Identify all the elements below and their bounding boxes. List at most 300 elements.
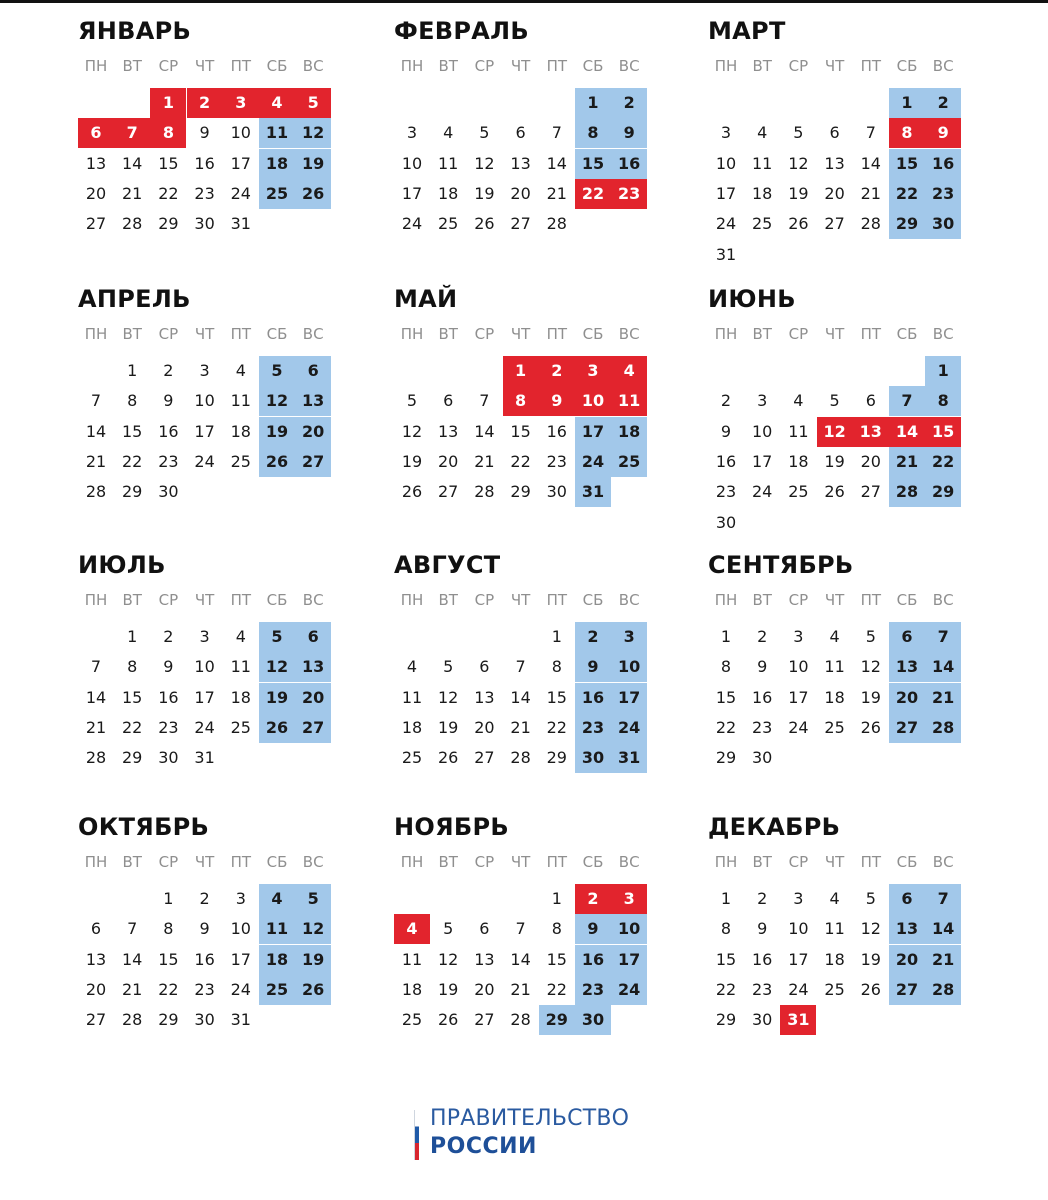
weekday-header: ЧТ [824, 57, 845, 75]
day-cell: 2 [163, 361, 174, 380]
day-cell: 29 [158, 1010, 179, 1030]
day-cell: 29 [546, 748, 567, 768]
weekday-header: СР [474, 591, 495, 609]
day-cell: 16 [752, 949, 773, 969]
day-cell: 23 [194, 979, 215, 999]
holiday-day-cell: 7 [114, 118, 150, 148]
weekday-header: ПТ [546, 591, 568, 609]
weekday-header: СБ [896, 853, 918, 871]
weekday-header: ВС [932, 591, 954, 609]
holiday-day-cell: 6 [78, 118, 114, 148]
day-cell: 13 [474, 949, 495, 969]
day-cell: 14 [860, 153, 881, 173]
weekend-day-cell: 18 [259, 149, 295, 179]
weekend-day-cell: 22 [889, 179, 925, 209]
holiday-day-cell: 4 [259, 88, 295, 118]
month-title: АПРЕЛЬ [78, 285, 191, 313]
day-cell: 24 [752, 482, 773, 502]
day-cell: 30 [752, 748, 773, 768]
weekday-header: ЧТ [194, 57, 215, 75]
day-cell: 1 [720, 889, 732, 908]
month-title: ФЕВРАЛЬ [394, 17, 529, 45]
day-cell: 21 [122, 183, 143, 203]
day-cell: 16 [546, 421, 567, 441]
month-title: МАЙ [394, 285, 458, 313]
day-cell: 23 [752, 717, 773, 737]
holiday-day-cell: 9 [925, 118, 961, 148]
logo-line-2: РОССИИ [430, 1134, 537, 1159]
weekend-day-cell: 15 [575, 149, 611, 179]
day-cell: 18 [230, 687, 251, 707]
logo-line-1: ПРАВИТЕЛЬСТВО [430, 1106, 630, 1131]
weekend-day-cell: 29 [889, 209, 925, 239]
day-cell: 21 [474, 451, 495, 471]
day-cell: 12 [788, 153, 809, 173]
weekday-header: ПН [400, 57, 424, 75]
weekend-day-cell: 15 [889, 149, 925, 179]
day-cell: 28 [122, 214, 143, 234]
day-cell: 4 [235, 361, 246, 380]
weekend-day-cell: 27 [889, 713, 925, 743]
day-cell: 20 [510, 183, 531, 203]
day-cell: 24 [230, 183, 251, 203]
weekday-header: ПТ [860, 853, 882, 871]
day-cell: 15 [546, 949, 567, 969]
weekend-day-cell: 20 [295, 683, 331, 713]
day-cell: 15 [715, 949, 737, 969]
month-block [708, 14, 968, 274]
weekend-day-cell: 12 [295, 914, 331, 944]
day-cell: 7 [865, 123, 876, 143]
day-cell: 5 [406, 391, 418, 411]
holiday-day-cell: 14 [889, 417, 925, 447]
weekend-day-cell: 26 [295, 179, 331, 209]
weekend-day-cell: 23 [925, 179, 961, 209]
day-cell: 22 [715, 979, 737, 999]
day-cell: 19 [824, 451, 845, 471]
weekday-header: СБ [582, 325, 604, 343]
weekday-header: СР [474, 853, 495, 871]
day-cell: 14 [122, 949, 143, 969]
weekend-day-cell: 30 [575, 1005, 611, 1035]
weekend-day-cell: 5 [295, 884, 331, 914]
day-cell: 4 [829, 889, 840, 908]
weekend-day-cell: 21 [889, 447, 925, 477]
day-cell: 14 [510, 687, 531, 707]
day-cell: 4 [793, 391, 804, 411]
weekday-header: ВТ [752, 325, 772, 343]
day-cell: 3 [720, 123, 732, 143]
weekend-day-cell: 2 [925, 88, 961, 118]
day-cell: 22 [546, 979, 567, 999]
day-cell: 17 [194, 421, 215, 441]
day-cell: 12 [438, 949, 459, 969]
day-cell: 28 [546, 214, 567, 234]
weekend-day-cell: 6 [295, 356, 331, 386]
day-cell: 7 [515, 919, 526, 939]
holiday-day-cell: 5 [295, 88, 331, 118]
weekday-header: ЧТ [510, 57, 531, 75]
day-cell: 1 [551, 889, 562, 908]
day-cell: 28 [860, 214, 881, 234]
weekend-day-cell: 7 [925, 884, 961, 914]
day-cell: 30 [752, 1010, 773, 1030]
weekday-header: ВТ [122, 853, 142, 871]
day-cell: 18 [752, 183, 773, 203]
day-cell: 20 [474, 979, 495, 999]
day-cell: 2 [757, 889, 768, 908]
day-cell: 17 [230, 153, 251, 173]
day-cell: 13 [85, 153, 107, 173]
weekend-day-cell: 11 [259, 118, 295, 148]
weekend-day-cell: 13 [295, 386, 331, 416]
holiday-day-cell: 2 [575, 884, 611, 914]
weekday-header: ВТ [438, 57, 458, 75]
holiday-day-cell: 3 [611, 884, 647, 914]
holiday-day-cell: 9 [539, 386, 575, 416]
day-cell: 27 [474, 1010, 495, 1030]
day-cell: 20 [474, 717, 495, 737]
weekend-day-cell: 8 [575, 118, 611, 148]
day-cell: 27 [860, 482, 881, 502]
day-cell: 31 [194, 748, 215, 768]
day-cell: 25 [230, 717, 251, 737]
day-cell: 21 [546, 183, 567, 203]
day-cell: 28 [85, 482, 107, 502]
day-cell: 3 [757, 391, 768, 411]
day-cell: 17 [230, 949, 251, 969]
weekday-header: ЧТ [824, 591, 845, 609]
weekday-header: СБ [266, 591, 288, 609]
weekday-header: СБ [896, 591, 918, 609]
day-cell: 7 [90, 657, 102, 677]
weekday-header: СР [158, 325, 179, 343]
weekend-day-cell: 6 [889, 622, 925, 652]
day-cell: 10 [194, 657, 215, 677]
weekday-header: ПТ [860, 325, 882, 343]
month-block [394, 810, 654, 1040]
weekend-day-cell: 23 [575, 975, 611, 1005]
day-cell: 22 [546, 717, 567, 737]
weekend-day-cell: 27 [295, 447, 331, 477]
day-cell: 4 [443, 123, 454, 143]
weekend-day-cell: 8 [925, 386, 961, 416]
weekday-header: ЧТ [194, 853, 215, 871]
day-cell: 7 [515, 657, 526, 677]
weekday-header: ПН [84, 57, 108, 75]
weekend-day-cell: 3 [611, 622, 647, 652]
day-cell: 15 [158, 949, 179, 969]
weekday-header: ВС [932, 57, 954, 75]
weekday-header: ПН [84, 325, 108, 343]
day-cell: 26 [438, 1010, 459, 1030]
day-cell: 23 [194, 183, 215, 203]
weekend-day-cell: 21 [925, 945, 961, 975]
month-title: МАРТ [708, 17, 786, 45]
month-block [708, 548, 968, 778]
month-title: НОЯБРЬ [394, 813, 509, 841]
day-cell: 25 [788, 482, 809, 502]
day-cell: 27 [438, 482, 459, 502]
day-cell: 25 [752, 214, 773, 234]
weekday-header: СР [474, 325, 495, 343]
day-cell: 30 [194, 214, 215, 234]
weekend-day-cell: 10 [611, 652, 647, 682]
weekday-header: ПТ [230, 325, 252, 343]
weekday-header: ВТ [752, 853, 772, 871]
day-cell: 7 [90, 391, 102, 411]
weekend-day-cell: 5 [259, 356, 295, 386]
holiday-day-cell: 12 [817, 417, 853, 447]
weekday-header: ЧТ [510, 591, 531, 609]
weekday-header: СБ [582, 591, 604, 609]
day-cell: 12 [860, 657, 881, 677]
day-cell: 5 [865, 627, 876, 646]
weekday-header: ВТ [438, 853, 458, 871]
weekday-header: СБ [582, 57, 604, 75]
day-cell: 29 [715, 1010, 737, 1030]
day-cell: 17 [715, 183, 737, 203]
day-cell: 12 [474, 153, 495, 173]
day-cell: 25 [438, 214, 459, 234]
day-cell: 24 [715, 214, 737, 234]
weekend-day-cell: 10 [611, 914, 647, 944]
weekday-header: ПН [714, 57, 738, 75]
day-cell: 25 [401, 748, 423, 768]
day-cell: 29 [122, 482, 143, 502]
day-cell: 20 [860, 451, 881, 471]
day-cell: 18 [824, 949, 845, 969]
weekend-day-cell: 6 [295, 622, 331, 652]
weekend-day-cell: 18 [259, 945, 295, 975]
weekend-day-cell: 17 [611, 683, 647, 713]
day-cell: 8 [720, 657, 732, 677]
day-cell: 28 [474, 482, 495, 502]
day-cell: 21 [85, 451, 107, 471]
holiday-day-cell: 2 [539, 356, 575, 386]
day-cell: 5 [443, 919, 454, 939]
day-cell: 27 [85, 1010, 107, 1030]
day-cell: 9 [199, 123, 210, 143]
weekend-day-cell: 24 [611, 975, 647, 1005]
day-cell: 23 [158, 717, 179, 737]
day-cell: 13 [824, 153, 845, 173]
month-block [708, 282, 968, 542]
weekday-header: ВС [932, 853, 954, 871]
day-cell: 26 [860, 717, 881, 737]
month-block [78, 282, 338, 512]
day-cell: 11 [752, 153, 773, 173]
weekend-day-cell: 16 [575, 683, 611, 713]
day-cell: 25 [401, 1010, 423, 1030]
day-cell: 23 [546, 451, 567, 471]
weekday-header: СБ [896, 57, 918, 75]
weekday-header: ПН [84, 591, 108, 609]
weekend-day-cell: 14 [925, 914, 961, 944]
weekend-day-cell: 1 [925, 356, 961, 386]
weekend-day-cell: 16 [925, 149, 961, 179]
weekend-day-cell: 31 [611, 743, 647, 773]
day-cell: 21 [860, 183, 881, 203]
day-cell: 28 [85, 748, 107, 768]
day-cell: 27 [824, 214, 845, 234]
day-cell: 14 [85, 687, 107, 707]
day-cell: 2 [720, 391, 732, 411]
weekend-day-cell: 14 [925, 652, 961, 682]
day-cell: 17 [788, 687, 809, 707]
day-cell: 31 [230, 1010, 251, 1030]
day-cell: 18 [824, 687, 845, 707]
weekday-header: ЧТ [824, 325, 845, 343]
day-cell: 1 [720, 627, 732, 646]
weekend-day-cell: 24 [575, 447, 611, 477]
day-cell: 20 [438, 451, 459, 471]
weekend-day-cell: 2 [575, 622, 611, 652]
weekday-header: ВТ [438, 591, 458, 609]
weekend-day-cell: 27 [889, 975, 925, 1005]
day-cell: 7 [479, 391, 490, 411]
day-cell: 2 [757, 627, 768, 646]
day-cell: 20 [824, 183, 845, 203]
day-cell: 5 [443, 657, 454, 677]
weekend-day-cell: 7 [925, 622, 961, 652]
day-cell: 17 [194, 687, 215, 707]
day-cell: 30 [546, 482, 567, 502]
weekend-day-cell: 12 [259, 652, 295, 682]
weekend-day-cell: 20 [889, 683, 925, 713]
weekend-day-cell: 5 [259, 622, 295, 652]
day-cell: 29 [122, 748, 143, 768]
day-cell: 4 [829, 627, 840, 646]
day-cell: 14 [474, 421, 495, 441]
day-cell: 13 [510, 153, 531, 173]
weekend-day-cell: 28 [925, 975, 961, 1005]
weekday-header: ВС [618, 591, 640, 609]
weekend-day-cell: 1 [889, 88, 925, 118]
weekend-day-cell: 18 [611, 417, 647, 447]
weekday-header: ВТ [752, 57, 772, 75]
holiday-day-cell: 8 [150, 118, 186, 148]
day-cell: 29 [158, 214, 179, 234]
weekend-day-cell: 19 [295, 149, 331, 179]
day-cell: 24 [788, 717, 809, 737]
weekend-day-cell: 23 [575, 713, 611, 743]
day-cell: 10 [230, 919, 251, 939]
weekday-header: ПТ [546, 57, 568, 75]
weekend-day-cell: 6 [889, 884, 925, 914]
weekend-day-cell: 2 [611, 88, 647, 118]
day-cell: 16 [752, 687, 773, 707]
month-block [708, 810, 968, 1040]
weekday-header: ЧТ [194, 325, 215, 343]
weekend-day-cell: 25 [611, 447, 647, 477]
weekend-day-cell: 7 [889, 386, 925, 416]
month-title: АВГУСТ [394, 551, 501, 579]
weekend-day-cell: 9 [575, 652, 611, 682]
month-block [78, 14, 338, 244]
day-cell: 27 [474, 748, 495, 768]
weekday-header: ПТ [860, 57, 882, 75]
day-cell: 27 [85, 214, 107, 234]
day-cell: 8 [127, 391, 138, 411]
day-cell: 5 [793, 123, 804, 143]
day-cell: 27 [510, 214, 531, 234]
weekday-header: ВТ [752, 591, 772, 609]
month-block [78, 548, 338, 778]
day-cell: 10 [715, 153, 737, 173]
day-cell: 10 [194, 391, 215, 411]
weekend-day-cell: 24 [611, 713, 647, 743]
day-cell: 24 [194, 717, 215, 737]
day-cell: 6 [479, 919, 490, 939]
weekday-header: ВС [932, 325, 954, 343]
day-cell: 11 [401, 949, 423, 969]
weekend-day-cell: 29 [539, 1005, 575, 1035]
day-cell: 10 [788, 919, 809, 939]
day-cell: 16 [158, 687, 179, 707]
weekday-header: СР [788, 325, 809, 343]
weekday-header: ПТ [230, 853, 252, 871]
weekend-day-cell: 27 [295, 713, 331, 743]
weekend-day-cell: 12 [295, 118, 331, 148]
day-cell: 22 [158, 979, 179, 999]
month-title: ИЮЛЬ [78, 551, 166, 579]
weekday-header: СБ [266, 57, 288, 75]
day-cell: 3 [199, 361, 210, 380]
month-title: ДЕКАБРЬ [708, 813, 841, 841]
weekend-day-cell: 28 [925, 713, 961, 743]
weekend-day-cell: 12 [259, 386, 295, 416]
day-cell: 15 [158, 153, 179, 173]
day-cell: 14 [510, 949, 531, 969]
weekday-header: ВС [302, 325, 324, 343]
day-cell: 1 [127, 627, 138, 646]
weekday-header: ВС [618, 853, 640, 871]
day-cell: 3 [793, 627, 804, 646]
month-block [78, 810, 338, 1040]
day-cell: 3 [406, 123, 418, 143]
holiday-day-cell: 3 [223, 88, 259, 118]
day-cell: 9 [757, 657, 768, 677]
day-cell: 7 [127, 919, 138, 939]
day-cell: 19 [860, 687, 881, 707]
weekday-header: ПН [400, 325, 424, 343]
day-cell: 26 [438, 748, 459, 768]
day-cell: 18 [401, 979, 423, 999]
month-title: ОКТЯБРЬ [78, 813, 210, 841]
day-cell: 23 [752, 979, 773, 999]
holiday-day-cell: 22 [575, 179, 611, 209]
weekend-day-cell: 19 [259, 417, 295, 447]
weekend-day-cell: 19 [259, 683, 295, 713]
day-cell: 25 [824, 717, 845, 737]
holiday-day-cell: 13 [853, 417, 889, 447]
day-cell: 12 [860, 919, 881, 939]
day-cell: 1 [127, 361, 138, 380]
day-cell: 30 [158, 748, 179, 768]
weekday-header: СР [158, 591, 179, 609]
holiday-day-cell: 3 [575, 356, 611, 386]
weekday-header: ВС [618, 57, 640, 75]
holiday-day-cell: 4 [394, 914, 430, 944]
day-cell: 22 [158, 183, 179, 203]
day-cell: 15 [122, 687, 143, 707]
weekday-header: ПТ [546, 325, 568, 343]
day-cell: 22 [122, 717, 143, 737]
weekday-header: СР [158, 853, 179, 871]
weekend-day-cell: 16 [611, 149, 647, 179]
day-cell: 25 [824, 979, 845, 999]
